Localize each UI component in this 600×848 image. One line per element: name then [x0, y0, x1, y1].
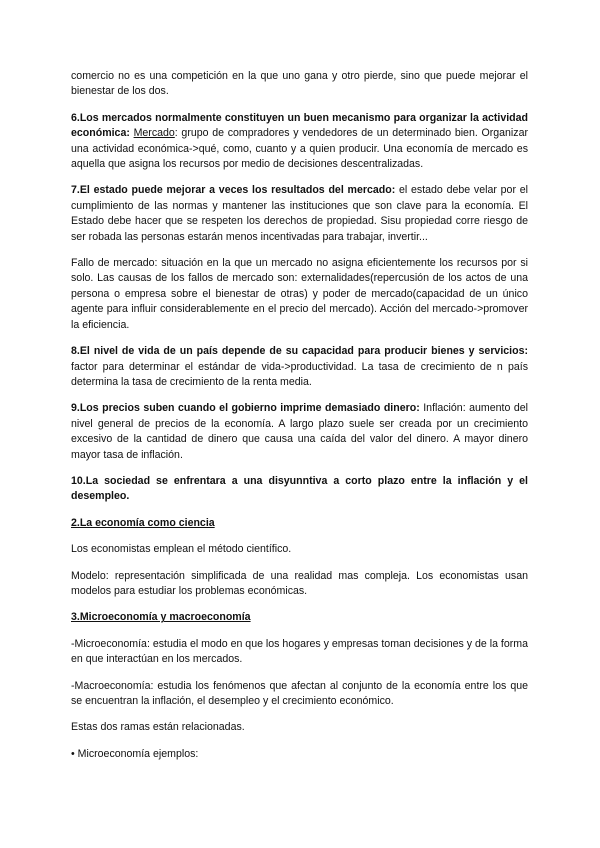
principle-6-paragraph [71, 111, 528, 173]
principle-10-title: 10.La sociedad se enfrentara a una disyunntiva a corto plazo entre la inflación y el desempleo. [71, 474, 528, 503]
principle-8-paragraph [71, 344, 528, 390]
principle-9-body: Inflación: aumento del nivel general de precios de la economía. A largo plazo suele ser creada por un crecimiento excesivo de la cantidad de dinero que causa una caída del valor del dinero. A mayor dinero mayor tasa de inflación. [71, 402, 528, 461]
principle-8-body: factor para determinar el estándar de vida->productividad. La tasa de crecimiento de n país determina la tasa de crecimiento de la renta media. [71, 360, 528, 388]
microeconomics-paragraph: -Microeconomía: estudia el modo en que los hogares y empresas toman decisiones y de la forma en que interactúan en los mercados. [71, 637, 528, 666]
continuation-paragraph: comercio no es una competición en la que uno gana y otro pierde, sino que puede mejorar el bienestar de los dos. [71, 70, 528, 98]
principle-7-paragraph [71, 183, 528, 245]
principle-6-term: Mercado [133, 127, 175, 140]
principle-10-paragraph [71, 474, 528, 505]
principle-7-body: el estado debe velar por el cumplimiento de las normas y mantener las instituciones que son clave para la economía. El Estado debe hacer que se respeten los derechos de propiedad. Sisu propiedad corre riesgo de ser robada las personas estarán menos incentivadas para trabajar, invertir... [71, 184, 528, 243]
document-page [71, 69, 528, 773]
branches-related-line: Estas dos ramas están relacionadas. [71, 721, 245, 734]
principle-6-body: : grupo de compradores y vendedores de un determinado bien. Organizar una actividad económica->qué, como, cuanto y a quien producir. Una economía de mercado es aquella que asigna los recursos por medio de decisiones descentralizadas. [71, 127, 528, 171]
principle-6-title: 6.Los mercados normalmente constituyen un buen mecanismo para organizar la actividad económica: [71, 111, 528, 140]
principle-7-title: 7.El estado puede mejorar a veces los resultados del mercado: [71, 184, 396, 197]
macroeconomics-paragraph: -Macroeconomía: estudia los fenómenos que afectan al conjunto de la economía entre los que se encuentran la inflación, el desempleo y el crecimiento económico. [71, 679, 528, 707]
principle-8-title: 8.El nivel de vida de un país depende de su capacidad para producir bienes y servicios: [71, 345, 528, 358]
market-failure-paragraph: Fallo de mercado: situación en la que un mercado no asigna eficientemente los recursos por si solo. Las causas de los fallos de mercado son: externalidades(repercusión de los actos de una persona o empresa sobre el bienestar de otras) y poder de mercado(capacidad de un único agente para influir considerablemente en el precio del mercado). Acción del mercado->promover la eficiencia. [71, 257, 528, 331]
section-2-heading: 2.La economía como ciencia [71, 516, 215, 529]
microeconomics-examples-bullet: • Microeconomía ejemplos: [71, 747, 199, 760]
section-2-model-paragraph: Modelo: representación simplificada de una realidad mas compleja. Los economistas usan modelos para estudiar los problemas económicas. [71, 569, 528, 597]
section-2-line-1: Los economistas emplean el método científico. [71, 543, 292, 556]
section-3-heading: 3.Microeconomía y macroeconomía [71, 611, 251, 624]
principle-9-title: 9.Los precios suben cuando el gobierno imprime demasiado dinero: [71, 402, 420, 415]
principle-9-paragraph [71, 401, 528, 463]
